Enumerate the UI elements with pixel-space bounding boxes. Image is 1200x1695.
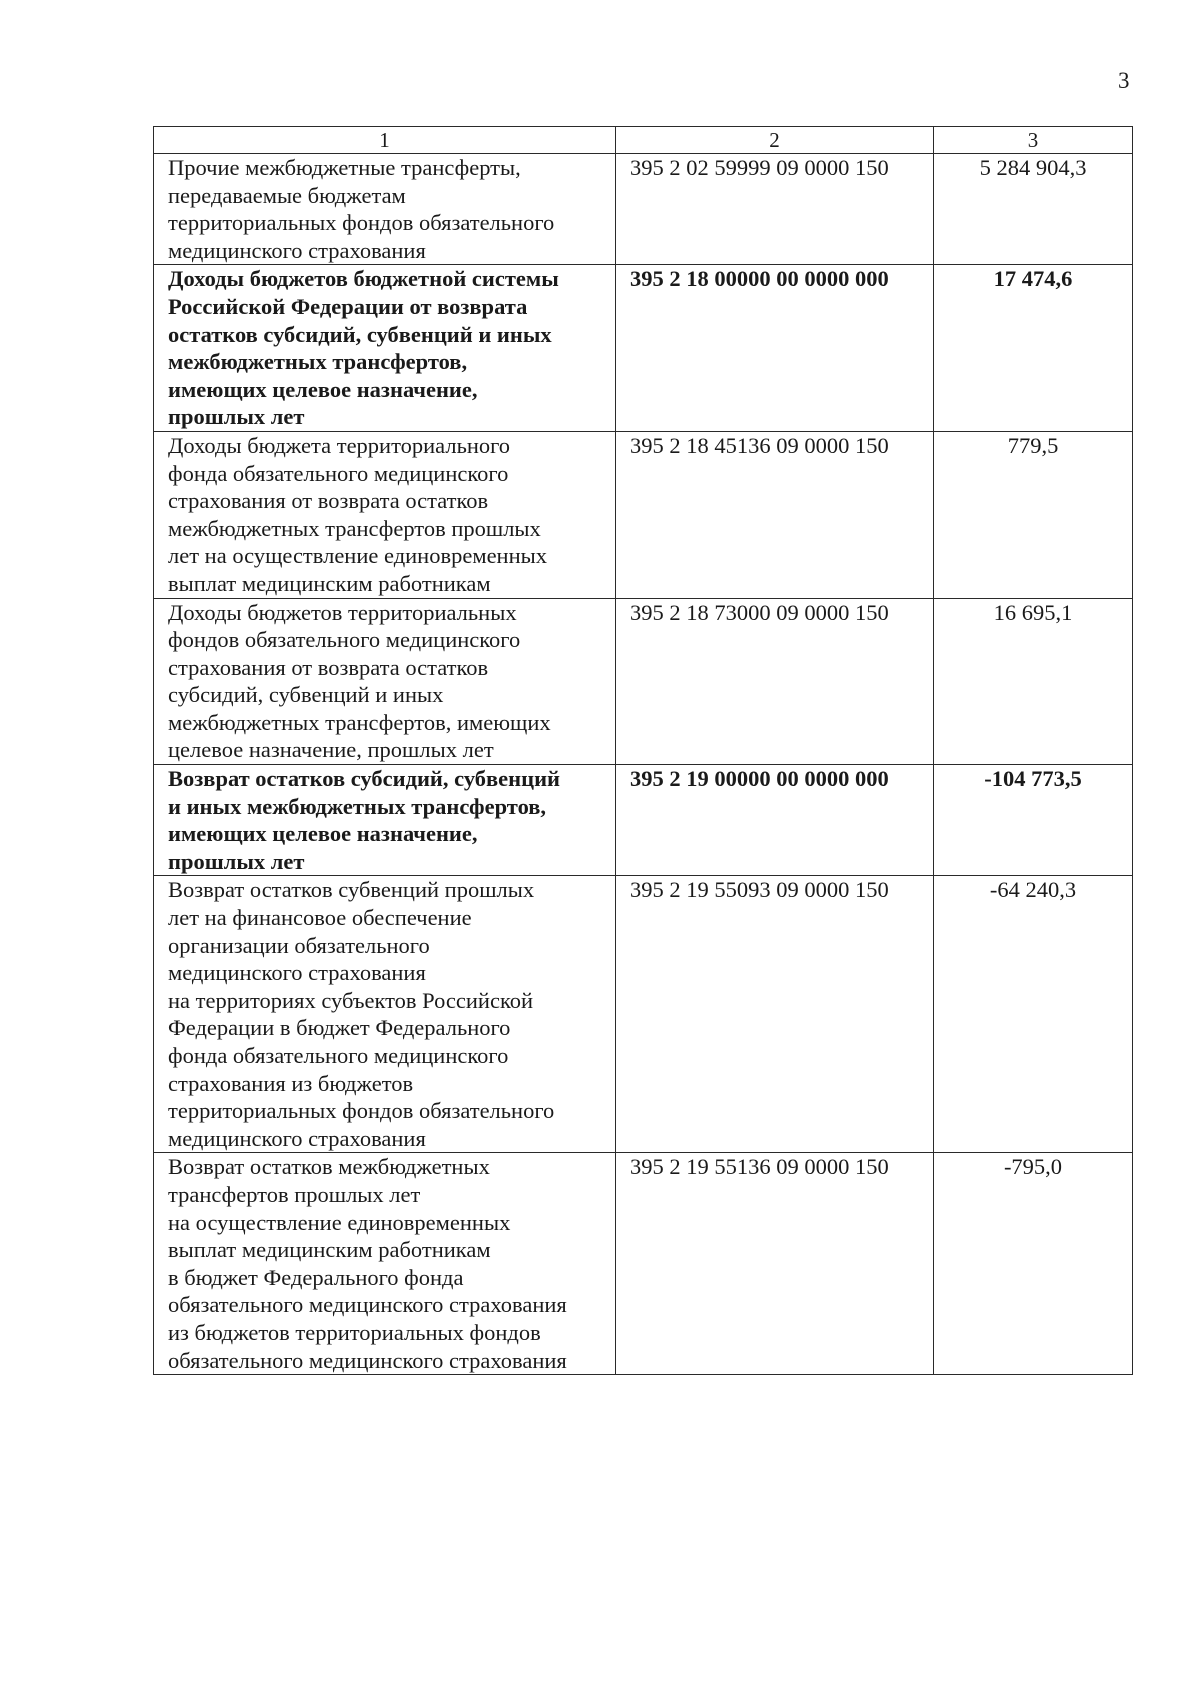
table-row (154, 1153, 1133, 1375)
table-header-row (154, 127, 1133, 154)
row-amount-cell: -795,0 (934, 1153, 1133, 1375)
row-amount-cell: 16 695,1 (934, 598, 1133, 765)
column-header-3: 3 (934, 127, 1133, 154)
row-code-cell: 395 2 18 45136 09 0000 150 (616, 431, 934, 598)
table-row (154, 876, 1133, 1153)
row-amount-cell: 17 474,6 (934, 265, 1133, 432)
column-header-1: 1 (154, 127, 616, 154)
row-amount-cell: 779,5 (934, 431, 1133, 598)
row-name-cell: Доходы бюджетов территориальных фондов обязательного медицинского страхования от возврата остатков субсидий, субвенций и иных межбюджетных трансфертов, имеющих целевое назначение, прошлых лет (154, 598, 616, 765)
row-amount-cell: -64 240,3 (934, 876, 1133, 1153)
row-name-cell: Возврат остатков субсидий, субвенций и иных межбюджетных трансфертов, имеющих целевое назначение, прошлых лет (154, 765, 616, 876)
column-header-2: 2 (616, 127, 934, 154)
row-code-cell: 395 2 19 00000 00 0000 000 (616, 765, 934, 876)
table-row (154, 598, 1133, 765)
row-code-cell: 395 2 18 73000 09 0000 150 (616, 598, 934, 765)
row-code-cell: 395 2 02 59999 09 0000 150 (616, 154, 934, 265)
row-name-cell: Доходы бюджетов бюджетной системы Российской Федерации от возврата остатков субсидий, субвенций и иных межбюджетных трансфертов, имеющих целевое назначение, прошлых лет (154, 265, 616, 432)
row-name-cell: Доходы бюджета территориального фонда обязательного медицинского страхования от возврата остатков межбюджетных трансфертов прошлых лет на осуществление единовременных выплат медицинским работникам (154, 431, 616, 598)
row-amount-cell: 5 284 904,3 (934, 154, 1133, 265)
row-name-cell: Возврат остатков субвенций прошлых лет на финансовое обеспечение организации обязательного медицинского страхования на территориях субъектов Российской Федерации в бюджет Федерального фонда обязательного медицинского страхования из бюджетов территориальных фондов обязательного медицинского страхования (154, 876, 616, 1153)
row-code-cell: 395 2 19 55093 09 0000 150 (616, 876, 934, 1153)
table-row (154, 154, 1133, 265)
row-name-cell: Прочие межбюджетные трансферты, передаваемые бюджетам территориальных фондов обязательного медицинского страхования (154, 154, 616, 265)
row-code-cell: 395 2 18 00000 00 0000 000 (616, 265, 934, 432)
table-row (154, 765, 1133, 876)
budget-table (153, 126, 1133, 1375)
table-row (154, 431, 1133, 598)
page-number: 3 (1118, 68, 1130, 93)
table-row (154, 265, 1133, 432)
row-code-cell: 395 2 19 55136 09 0000 150 (616, 1153, 934, 1375)
row-name-cell: Возврат остатков межбюджетных трансфертов прошлых лет на осуществление единовременных выплат медицинским работникам в бюджет Федерального фонда обязательного медицинского страхования из бюджетов территориальных фондов обязательного медицинского страхования (154, 1153, 616, 1375)
row-amount-cell: -104 773,5 (934, 765, 1133, 876)
